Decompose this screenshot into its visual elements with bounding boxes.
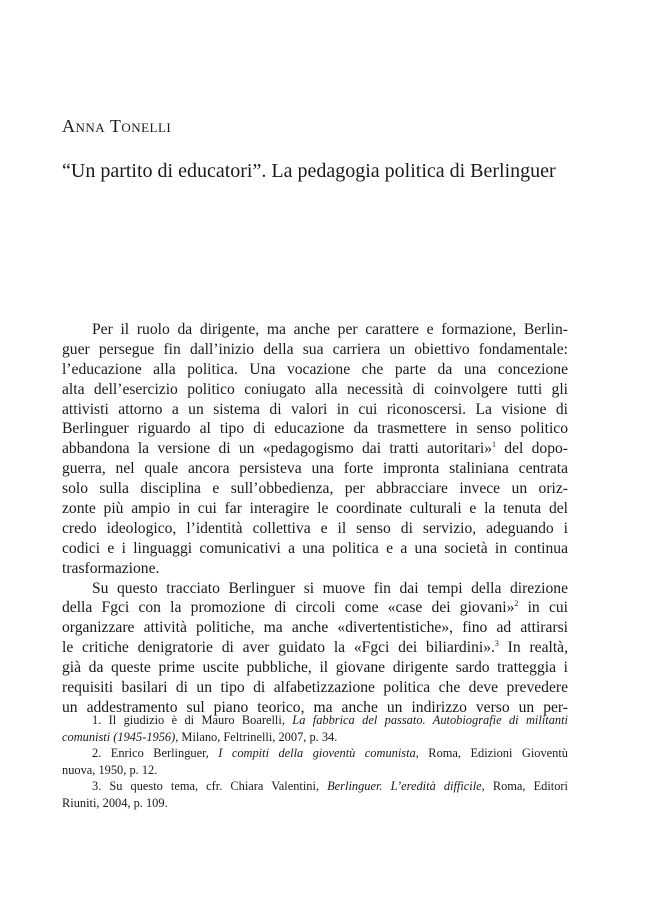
footnote-2 xyxy=(62,745,568,762)
footnote-text: , Roma, Edizioni Gioventù xyxy=(415,746,568,761)
footnotes xyxy=(62,712,568,812)
footnote-text: 3. Su questo tema, cfr. Chiara Valentini, xyxy=(92,779,328,794)
body-line: Berlinguer riguardo al tipo di educazione da trasmettere in senso politico xyxy=(62,420,568,438)
body-line: requisiti basilari di un tipo di alfabetizzazione politica che deve prevedere xyxy=(62,679,568,697)
footnote-ref: 1 xyxy=(492,440,496,450)
body-line xyxy=(62,598,568,618)
body-line: l’educazione alla politica. Una vocazione che parte da una concezione xyxy=(62,360,568,378)
body-line xyxy=(62,439,568,459)
body-line-text: del dopo- xyxy=(496,440,568,458)
body-line: alta dell’esercizio politico coniugato alla necessità di coinvolgere tutti gli xyxy=(62,380,568,398)
footnote-3 xyxy=(62,778,568,795)
body-line: credo ideologico, l’identità collettiva e il senso di servizio, adeguando i xyxy=(62,519,568,537)
body-line: codici e i linguaggi comunicativi a una politica e a una società in continua xyxy=(62,539,568,557)
body-line: organizzare attività politiche, ma anche «divertentistiche», fino ad attirarsi xyxy=(62,619,568,637)
footnote-3-cont: Riuniti, 2004, p. 109. xyxy=(62,795,168,810)
footnote-1 xyxy=(62,712,568,729)
body-line-text: in cui xyxy=(518,599,568,617)
footnote-1-cont xyxy=(62,729,568,746)
body-line: Su questo tracciato Berlinguer si muove fin dai tempi della direzione xyxy=(92,579,568,597)
body-line: già da queste prime uscite pubbliche, il giovane dirigente sardo tratteggia i xyxy=(62,659,568,677)
chapter-title: “Un partito di educatori”. La pedagogia politica di Berlinguer xyxy=(62,160,556,182)
body-line: trasformazione. xyxy=(62,559,160,577)
body-line: attivisti attorno a un sistema di valori in cui riconoscersi. La visione di xyxy=(62,400,568,418)
chapter-author: Anna Tonelli xyxy=(62,116,172,136)
footnote-text: , Roma, Editori xyxy=(481,779,568,794)
body-line: guerra, nel quale ancora persisteva una forte impronta staliniana centrata xyxy=(62,460,568,478)
body-line: un addestramento sul piano teorico, ma anche un indirizzo verso un per- xyxy=(62,698,568,716)
footnote-book-title: Berlinguer. L’eredità difficile xyxy=(327,779,482,794)
footnote-book-title: comunisti (1945-1956) xyxy=(62,729,176,744)
footnote-ref: 2 xyxy=(514,599,519,609)
body-line-text: In realtà, xyxy=(498,639,568,657)
footnote-ref: 3 xyxy=(494,639,499,649)
body-line-text: le critiche denigratorie di aver guidato la «Fgci dei biliardini». xyxy=(62,639,495,657)
body-line-text: della Fgci con la promozione di circoli come «case dei giovani» xyxy=(62,599,515,617)
footnote-book-title: La fabbrica del passato. Autobiografie di militanti xyxy=(292,713,568,727)
body-line xyxy=(62,638,568,658)
body-line: guer persegue fin dall’inizio della sua carriera un obiettivo fondamentale: xyxy=(62,340,568,358)
body-line: zonte più ampio in cui far interagire le coordinate culturali e la tenuta del xyxy=(62,500,568,518)
footnote-text: 2. Enrico Berlinguer, xyxy=(92,746,219,761)
footnote-text: , Milano, Feltrinelli, 2007, p. 34. xyxy=(175,729,338,744)
body-line-text: abbandona la versione di un «pedagogismo dai tratti autoritari» xyxy=(62,440,492,458)
footnote-book-title: I compiti della gioventù comunista xyxy=(218,746,416,761)
body-line: solo sulla disciplina e sull’obbedienza, per abbracciare invece un oriz- xyxy=(62,480,568,498)
footnote-text: 1. Il giudizio è di Mauro Boarelli, xyxy=(92,713,293,727)
body-line: Per il ruolo da dirigente, ma anche per carattere e formazione, Berlin- xyxy=(92,321,568,338)
footnote-2-cont: nuova, 1950, p. 12. xyxy=(62,762,158,777)
chapter-body xyxy=(62,320,568,718)
